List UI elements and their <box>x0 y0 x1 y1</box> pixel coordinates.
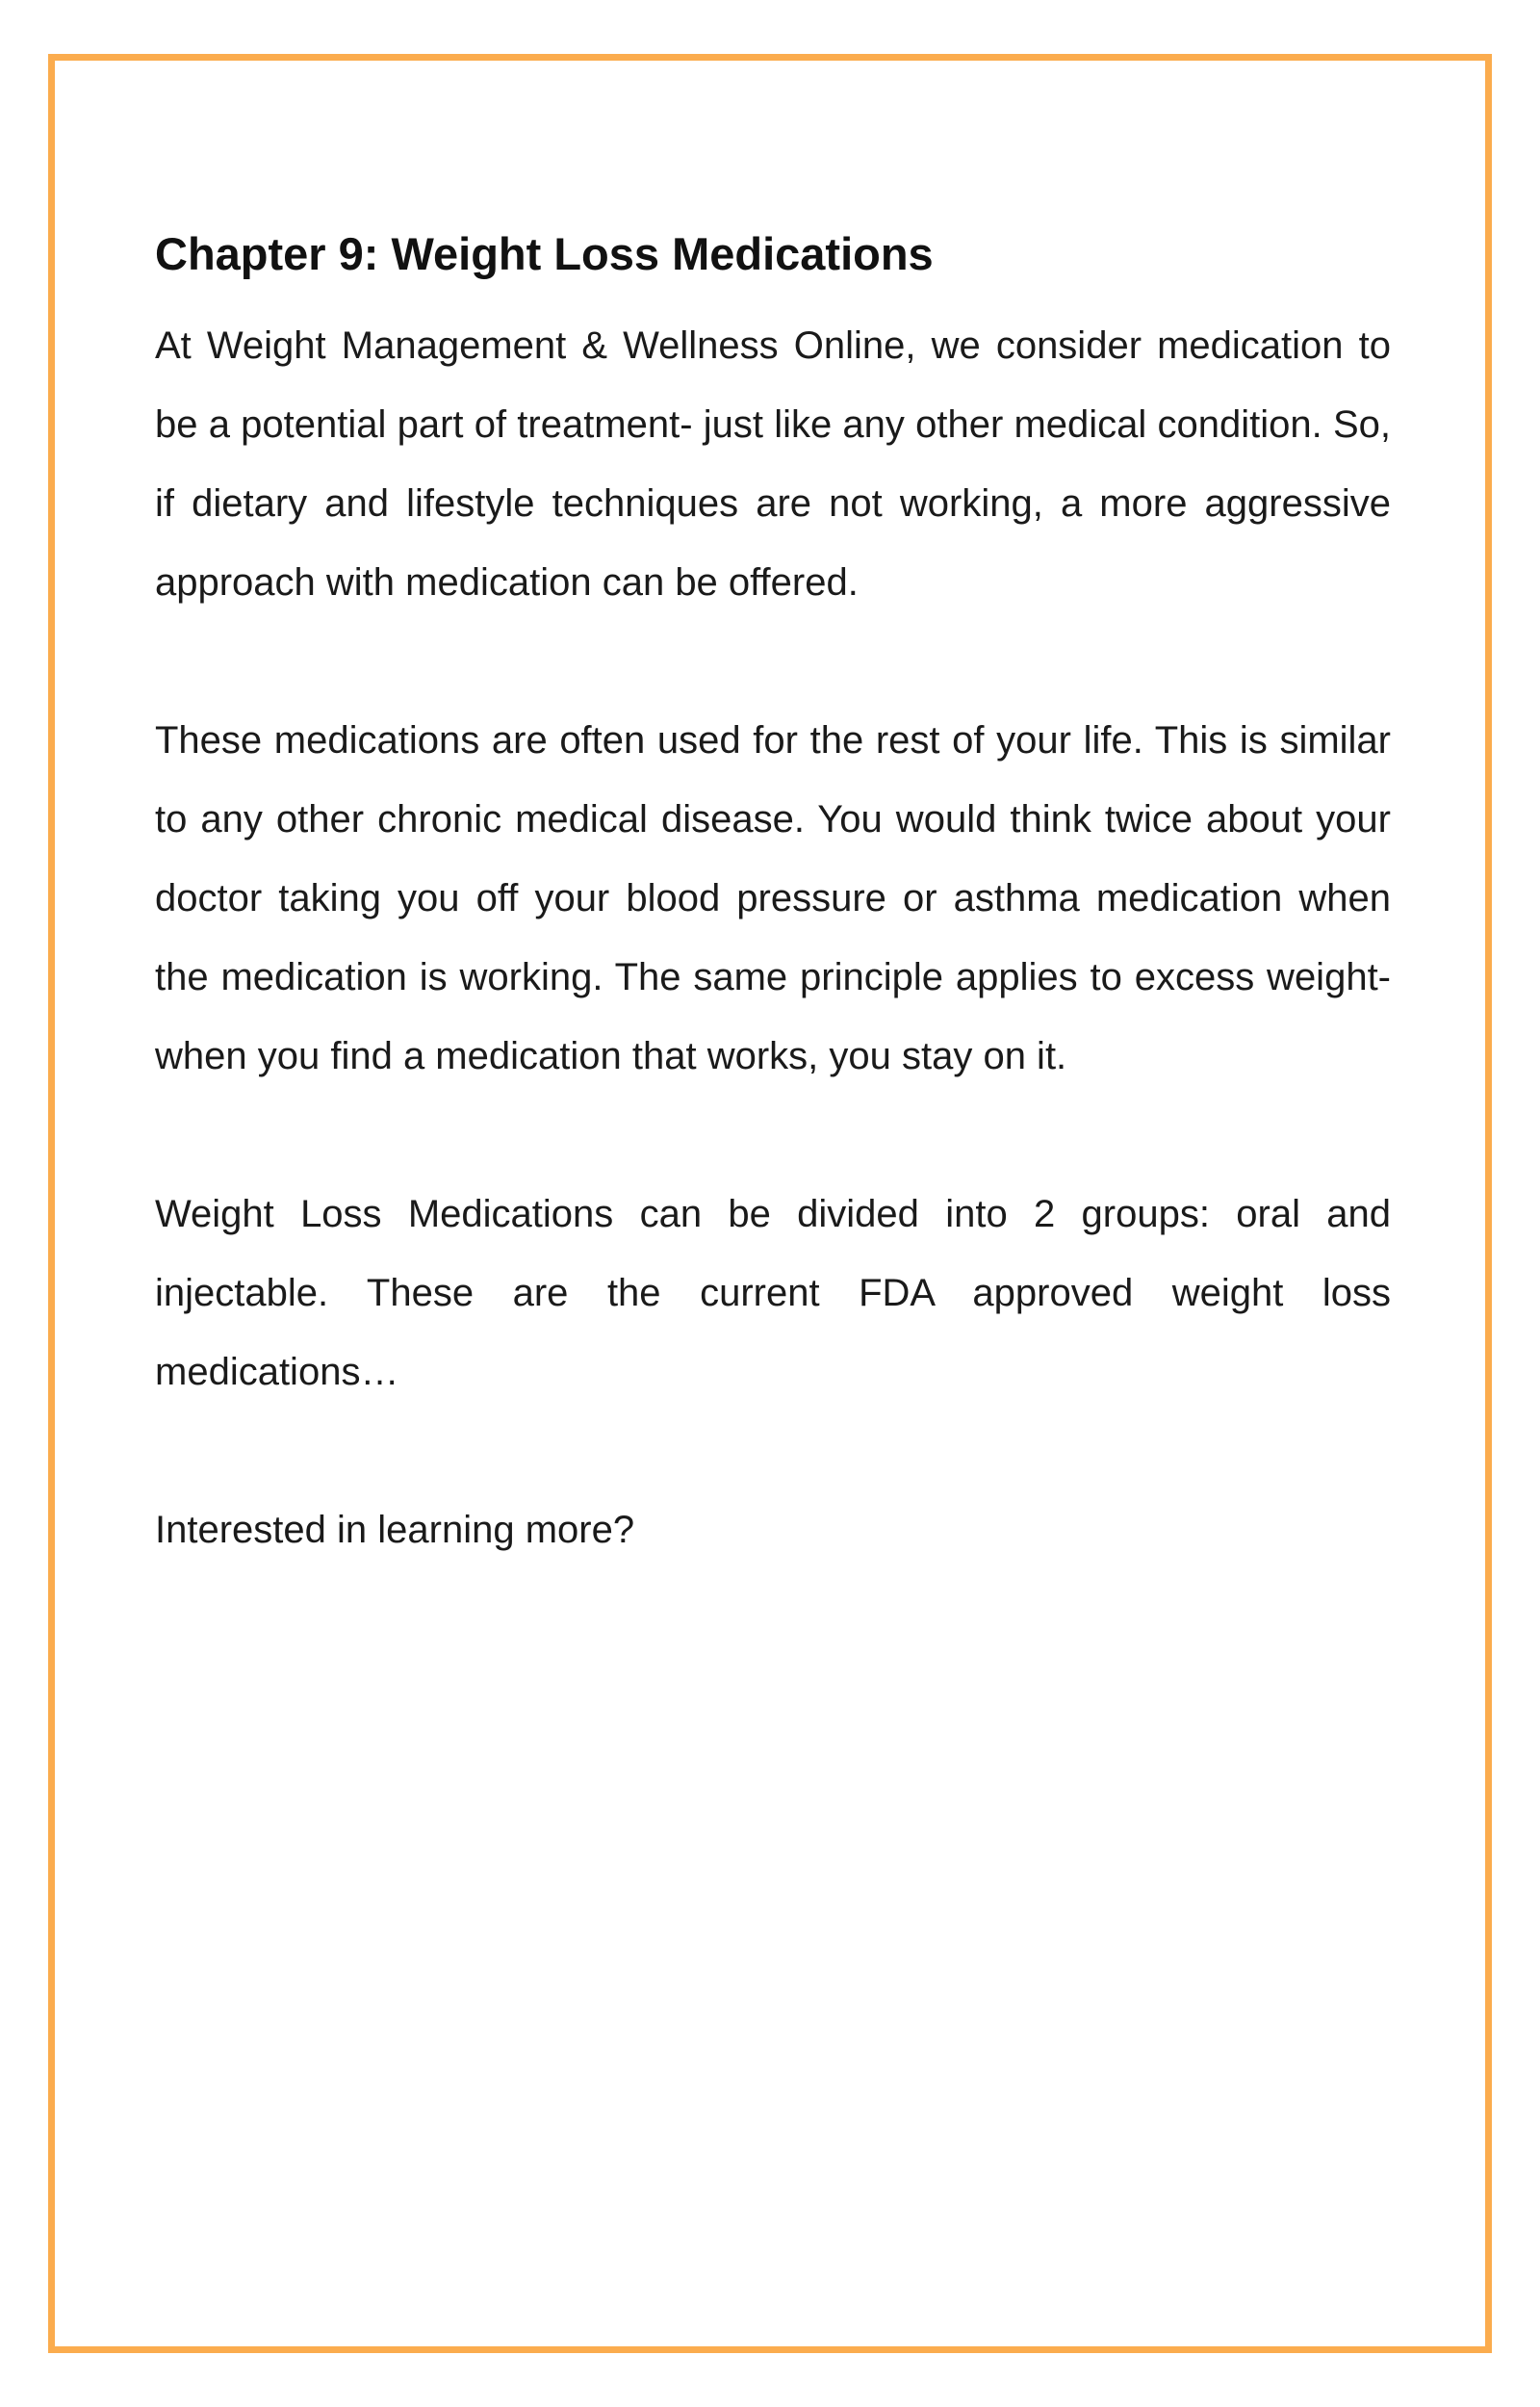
chronic-use-paragraph: These medications are often used for the rest of your life. This is similar to any other chronic medical disease. You would think twice about your doctor taking you off your blood pressure or asthma medication when the medication is working. The same principle applies to excess weight- when you find a medication that works, you stay on it. <box>155 719 1391 1077</box>
chapter-title: Chapter 9: Weight Loss Medications <box>155 228 934 279</box>
learn-more-text: Interested in learning more? <box>155 1509 635 1551</box>
medication-groups-paragraph: Weight Loss Medications can be divided into 2 groups: oral and injectable. These are the current FDA approved weight loss medications… <box>155 1193 1391 1393</box>
document-body <box>155 221 1391 1569</box>
intro-paragraph: At Weight Management & Wellness Online, we consider medication to be a potential part of treatment- just like any other medical condition. So, if dietary and lifestyle techniques are not working, a more aggressive approach with medication can be offered. <box>155 324 1391 604</box>
